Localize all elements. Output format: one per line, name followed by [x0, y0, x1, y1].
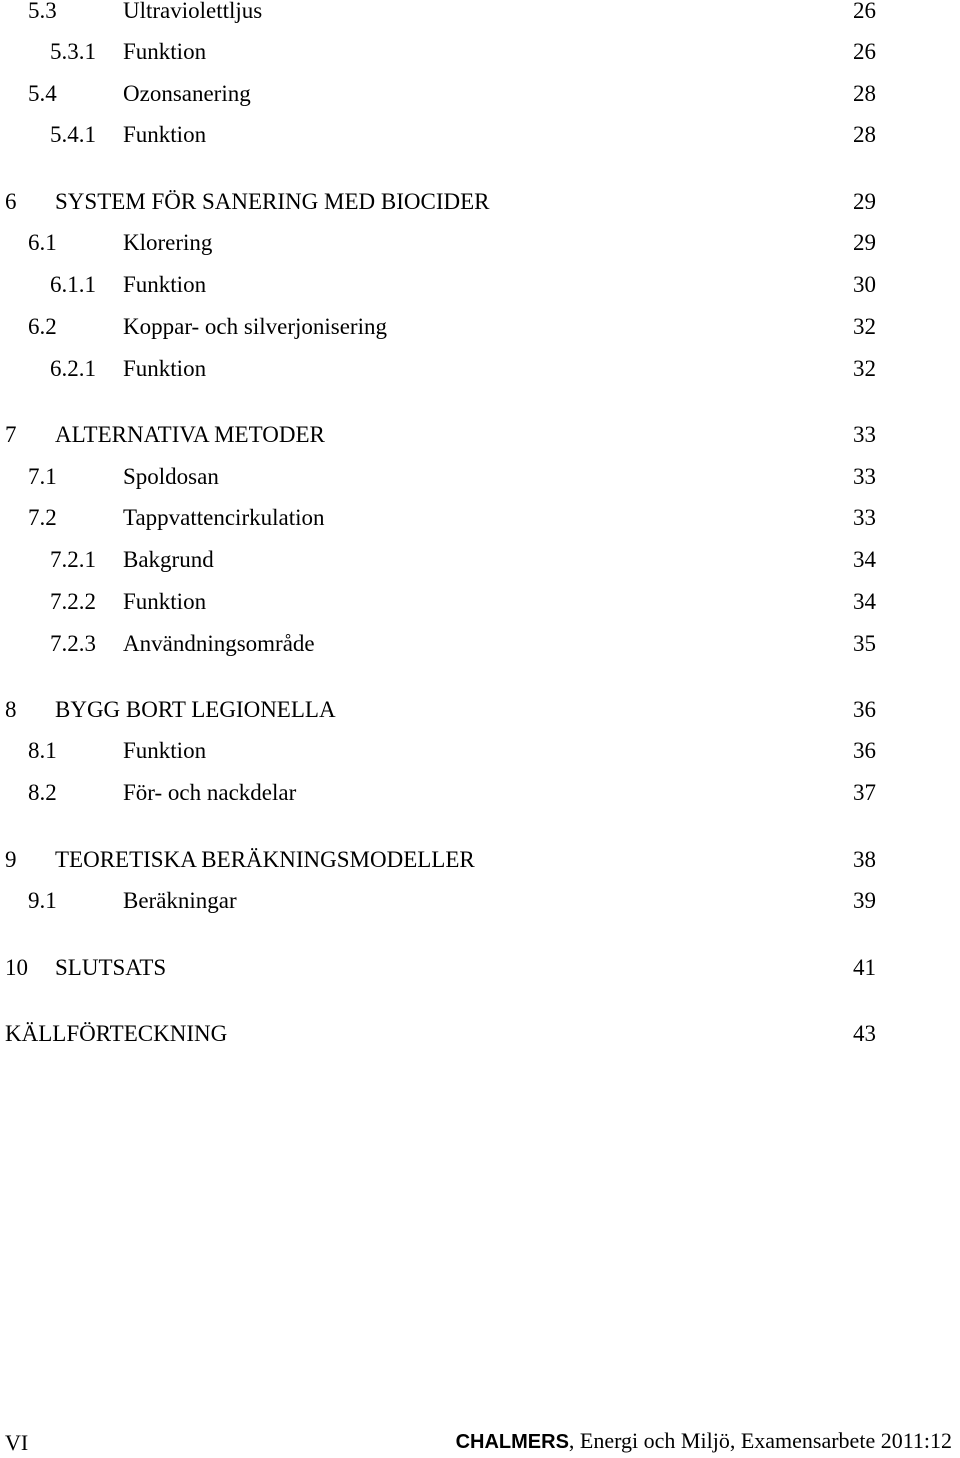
toc-entry-page: 36 — [853, 697, 876, 722]
toc-entry-title: Bakgrund — [123, 547, 214, 572]
toc-entry-title: KÄLLFÖRTECKNING — [5, 1021, 228, 1046]
toc-entry[interactable] — [0, 543, 960, 577]
toc-entry[interactable] — [0, 585, 960, 619]
toc-entry-title: Funktion — [123, 589, 207, 614]
page-footer — [0, 1426, 960, 1456]
footer-citation — [456, 1426, 952, 1457]
toc-entry[interactable] — [0, 1017, 960, 1051]
toc-entry-title: Funktion — [123, 272, 207, 297]
toc-entry-title: Användningsområde — [123, 631, 315, 656]
toc-entry-page: 41 — [853, 955, 876, 980]
toc-entry-number: 8.1 — [28, 738, 57, 763]
toc-entry-number: 8 — [5, 697, 17, 722]
toc-entry-page: 43 — [853, 1021, 876, 1046]
toc-entry-title: Klorering — [123, 230, 213, 255]
toc-entry-page: 32 — [853, 314, 876, 339]
toc-entry[interactable] — [0, 843, 960, 877]
toc-entry-number: 7.2.3 — [50, 631, 96, 656]
toc-entry-page: 37 — [853, 780, 876, 805]
toc-entry-title: Koppar- och silverjonisering — [123, 314, 387, 339]
toc-entry-page: 38 — [853, 847, 876, 872]
toc-entry-number: 7 — [5, 422, 17, 447]
toc-entry-number: 9.1 — [28, 888, 57, 913]
toc-entry-number: 5.4 — [28, 81, 57, 106]
toc-entry-number: 7.2.2 — [50, 589, 96, 614]
toc-entry-page: 26 — [853, 0, 876, 23]
toc-entry[interactable] — [0, 226, 960, 260]
toc-entry-page: 26 — [853, 39, 876, 64]
toc-entry-title: TEORETISKA BERÄKNINGSMODELLER — [55, 847, 475, 872]
toc-entry-page: 28 — [853, 122, 876, 147]
toc-entry-number: 6 — [5, 189, 17, 214]
toc-entry-title: SYSTEM FÖR SANERING MED BIOCIDER — [55, 189, 490, 214]
toc-entry-title: Funktion — [123, 738, 207, 763]
toc-entry[interactable] — [0, 501, 960, 535]
toc-entry-number: 6.2.1 — [50, 356, 96, 381]
toc-entry[interactable] — [0, 35, 960, 69]
toc-entry-page: 29 — [853, 230, 876, 255]
toc-entry-title: För- och nackdelar — [123, 780, 297, 805]
toc-entry-number: 6.2 — [28, 314, 57, 339]
toc-entry[interactable] — [0, 460, 960, 494]
toc-entry-page: 33 — [853, 422, 876, 447]
toc-entry[interactable] — [0, 418, 960, 452]
toc-entry-title: SLUTSATS — [55, 955, 167, 980]
toc-entry-number: 5.3.1 — [50, 39, 96, 64]
toc-entry-page: 33 — [853, 464, 876, 489]
toc-entry-number: 5.3 — [28, 0, 57, 23]
footer-text: , Energi och Miljö, Examensarbete 2011:12 — [568, 1428, 952, 1453]
toc-entry-number: 7.2.1 — [50, 547, 96, 572]
toc-entry-page: 34 — [853, 547, 876, 572]
toc-entry[interactable] — [0, 268, 960, 302]
toc-entry-title: BYGG BORT LEGIONELLA — [55, 697, 336, 722]
toc-entry-number: 7.1 — [28, 464, 57, 489]
toc-entry-title: Spoldosan — [123, 464, 219, 489]
toc-entry[interactable] — [0, 951, 960, 985]
toc-entry[interactable] — [0, 734, 960, 768]
toc-entry-title: Funktion — [123, 122, 207, 147]
toc-entry[interactable] — [0, 0, 960, 28]
toc-entry-page: 39 — [853, 888, 876, 913]
toc-entry-page: 30 — [853, 272, 876, 297]
toc-entry-number: 5.4.1 — [50, 122, 96, 147]
toc-entry-page: 34 — [853, 589, 876, 614]
toc-entry-title: Ultraviolettljus — [123, 0, 263, 23]
footer-brand: CHALMERS — [455, 1431, 569, 1453]
toc-entry-title: ALTERNATIVA METODER — [55, 422, 325, 447]
toc-entry-title: Ozonsanering — [123, 81, 251, 106]
toc-entry-title: Funktion — [123, 356, 207, 381]
toc-entry-title: Funktion — [123, 39, 207, 64]
toc-entry-page: 35 — [853, 631, 876, 656]
toc-entry-number: 9 — [5, 847, 17, 872]
toc-entry-title: Beräkningar — [123, 888, 237, 913]
toc-entry-page: 36 — [853, 738, 876, 763]
toc-entry[interactable] — [0, 310, 960, 344]
footer-page-number: VI — [5, 1430, 29, 1455]
toc-entry-title: Tappvattencirkulation — [123, 505, 325, 530]
toc-entry[interactable] — [0, 776, 960, 810]
toc-entry-page: 28 — [853, 81, 876, 106]
toc-entry-page: 29 — [853, 189, 876, 214]
toc-entry[interactable] — [0, 77, 960, 111]
toc-entry[interactable] — [0, 352, 960, 386]
toc-entry-page: 33 — [853, 505, 876, 530]
toc-entry-number: 10 — [5, 955, 28, 980]
toc-entry[interactable] — [0, 884, 960, 918]
toc-entry[interactable] — [0, 118, 960, 152]
toc-entry[interactable] — [0, 693, 960, 727]
toc-entry-number: 6.1 — [28, 230, 57, 255]
toc-entry[interactable] — [0, 185, 960, 219]
toc-entry[interactable] — [0, 627, 960, 661]
toc-entry-number: 7.2 — [28, 505, 57, 530]
toc-entry-number: 8.2 — [28, 780, 57, 805]
toc-entry-number: 6.1.1 — [50, 272, 96, 297]
toc-entry-page: 32 — [853, 356, 876, 381]
